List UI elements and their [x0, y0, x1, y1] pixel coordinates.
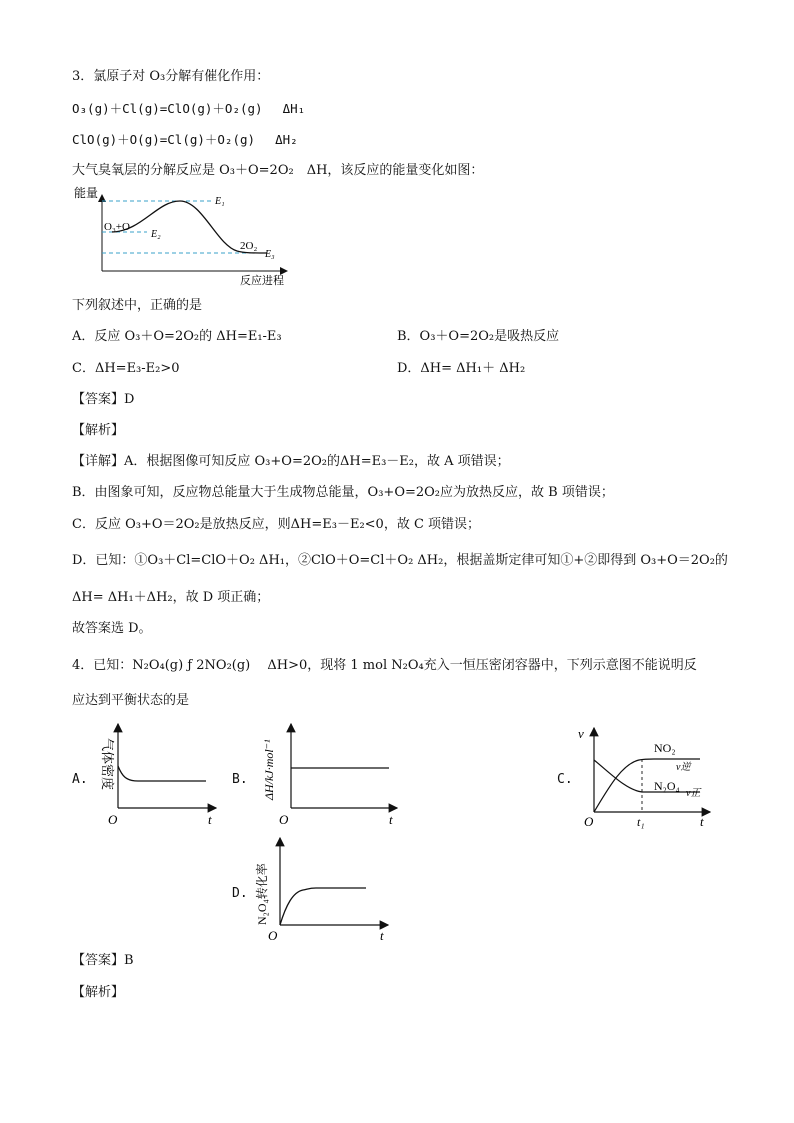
q3-detail-line: D．已知：①O₃＋Cl=ClO＋O₂ ΔH₁，②ClO＋O=Cl＋O₂ ΔH₂，根据盖斯定律可知①+②即得到 O₃+O＝2O₂的: [72, 553, 728, 568]
graph-c-origin: O: [584, 814, 594, 829]
graph-a-label: A.: [72, 772, 88, 787]
graph-a: [88, 718, 218, 830]
q3-detail-line: 【详解】A．根据图像可知反应 O₃+O=2O₂的ΔH=E₃－E₂，故 A 项错误；: [72, 454, 510, 469]
q3-detail-line: ΔH= ΔH₁＋ΔH₂，故 D 项正确；: [72, 590, 270, 605]
graph-a-origin: O: [108, 812, 118, 827]
e3-label: E₃: [265, 249, 275, 260]
density-curve: [118, 766, 206, 781]
q4-answer: 【答案】B: [72, 953, 134, 968]
graph-c-label: C.: [557, 772, 573, 787]
q3-equation-1: O₃(g)＋Cl(g)=ClO(g)＋O₂(g) ΔH₁: [72, 101, 306, 116]
q3-title: 3．氯原子对 O₃分解有催化作用：: [72, 69, 270, 84]
no2-label: NO₂: [654, 741, 676, 755]
q3-detail-line: C．反应 O₃+O＝2O₂是放热反应，则ΔH=E₃－E₂<0，故 C 项错误；: [72, 517, 481, 532]
conversion-curve: [280, 888, 366, 925]
e2-label: E₂: [151, 229, 161, 240]
q3-answer: 【答案】D: [72, 392, 135, 407]
product-label: 2O₂: [240, 240, 258, 252]
graph-d-origin: O: [268, 928, 278, 943]
q4-analysis-heading: 【解析】: [72, 985, 125, 1000]
graph-b-ylabel: ΔH/kJ·mol⁻¹: [262, 739, 276, 800]
graph-b-origin: O: [279, 812, 289, 827]
q3-detail-line: 故答案选 D。: [72, 621, 152, 636]
q3-option-b: B．O₃＋O=2O₂是吸热反应: [397, 329, 560, 344]
graph-b: [255, 718, 405, 830]
graph-c: [574, 722, 714, 834]
graph-c-ylabel: v: [578, 726, 584, 741]
q3-option-a: A．反应 O₃＋O=2O₂的 ΔH=E₁-E₃: [72, 329, 282, 344]
energy-diagram: [72, 183, 302, 288]
graph-d: [248, 830, 398, 945]
q3-equation-2: ClO(g)＋O(g)=Cl(g)＋O₂(g) ΔH₂: [72, 132, 298, 147]
energy-xlabel: 反应进程: [240, 275, 284, 287]
reactant-label: O₃+O: [104, 221, 130, 233]
v-forward-label: v正: [686, 788, 701, 799]
graph-d-xlabel: t: [380, 928, 384, 943]
q3-stem: 大气臭氧层的分解反应是 O₃＋O=2O₂ ΔH，该反应的能量变化如图：: [72, 163, 484, 178]
q3-analysis-heading: 【解析】: [72, 423, 125, 438]
e1-label: E₁: [215, 196, 225, 207]
q3-option-d: D．ΔH= ΔH₁＋ ΔH₂: [397, 361, 526, 376]
q4-stem-line-1: 4．已知：N₂O₄(g) ƒ 2NO₂(g) ΔH>0，现将 1 mol N₂O₄充入一恒压密闭容器中，下列示意图不能说明反: [72, 658, 697, 673]
v-reverse-label: v逆: [676, 762, 691, 773]
q3-option-c: C．ΔH=E₃-E₂>0: [72, 361, 180, 376]
graph-b-label: B.: [232, 772, 248, 787]
graph-d-ylabel: N₂O₄转化率: [255, 863, 269, 925]
n2o4-label: N₂O₄: [654, 779, 680, 793]
graph-c-xlabel: t: [700, 814, 704, 829]
graph-b-xlabel: t: [389, 812, 393, 827]
q3-prompt: 下列叙述中，正确的是: [72, 298, 203, 313]
graph-d-label: D.: [232, 886, 248, 901]
graph-a-ylabel: 气体密度: [100, 738, 115, 791]
graph-c-t1: t₁: [637, 815, 645, 829]
energy-ylabel: 能量: [74, 186, 99, 200]
graph-a-xlabel: t: [208, 812, 212, 827]
q4-stem-line-2: 应达到平衡状态的是: [72, 693, 190, 708]
q3-detail-line: B．由图象可知，反应物总能量大于生成物总能量，O₃+O=2O₂应为放热反应，故 B 项错误；: [72, 485, 614, 500]
